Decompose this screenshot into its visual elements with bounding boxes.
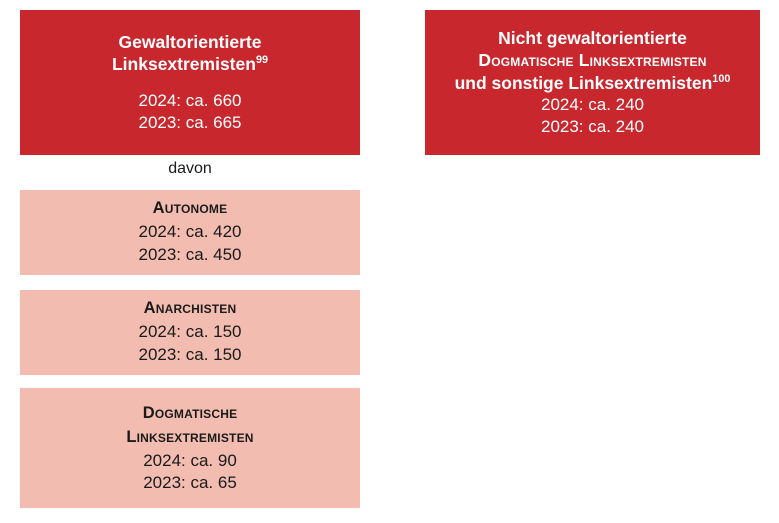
- box-dogmatische-year-2023: 2023: ca. 65: [143, 473, 237, 493]
- box-anarchisten-title: Anarchisten: [143, 299, 237, 318]
- box-nonviolent-extremists: [425, 10, 760, 155]
- box-dogmatische-title-line1: Dogmatische: [142, 403, 238, 422]
- box-dogmatische-year-2024: 2024: ca. 90: [143, 451, 237, 471]
- box-violent-numbers: [138, 90, 241, 134]
- box-dogmatische-numbers: [143, 450, 237, 494]
- box-nonviolent-footnote: 100: [712, 72, 731, 85]
- box-autonome-year-2023: 2023: ca. 450: [138, 244, 242, 264]
- box-nonviolent-year-2024: 2024: ca. 240: [540, 94, 645, 114]
- box-nonviolent-title-line3: [455, 72, 731, 94]
- box-anarchisten-year-2023: 2023: ca. 150: [138, 344, 242, 364]
- box-violent-year-2023: 2023: ca. 665: [138, 112, 242, 132]
- box-nonviolent-title-line3-text: und sonstige Linksextremisten: [454, 72, 713, 93]
- box-autonome-title: Autonome: [152, 199, 228, 218]
- box-nonviolent-title-line1: Nicht gewaltorientierte: [498, 27, 687, 48]
- box-dogmatische-linksextremisten: [20, 388, 360, 508]
- box-autonome: [20, 190, 360, 275]
- box-nonviolent-numbers: [541, 94, 644, 138]
- box-violent-title-line2: [112, 53, 268, 75]
- box-violent-title-line1: Gewaltorientierte: [118, 32, 262, 53]
- box-autonome-year-2024: 2024: ca. 420: [138, 222, 242, 242]
- box-dogmatische-title-line2: Linksextremisten: [126, 427, 254, 446]
- box-autonome-numbers: [138, 221, 241, 265]
- box-anarchisten-numbers: [138, 321, 241, 365]
- connector-label-davon: davon: [168, 160, 212, 177]
- box-violent-title-line2-text: Linksextremisten: [111, 54, 256, 75]
- box-anarchisten-year-2024: 2024: ca. 150: [138, 322, 242, 342]
- box-anarchisten: [20, 290, 360, 375]
- box-violent-year-2024: 2024: ca. 660: [138, 90, 242, 110]
- box-violent-title: [112, 31, 268, 76]
- box-violent-extremists: [20, 10, 360, 155]
- box-nonviolent-title-line2: Dogmatische Linksextremisten: [478, 50, 707, 71]
- box-nonviolent-year-2023: 2023: ca. 240: [540, 117, 645, 137]
- box-violent-footnote: 99: [255, 54, 268, 67]
